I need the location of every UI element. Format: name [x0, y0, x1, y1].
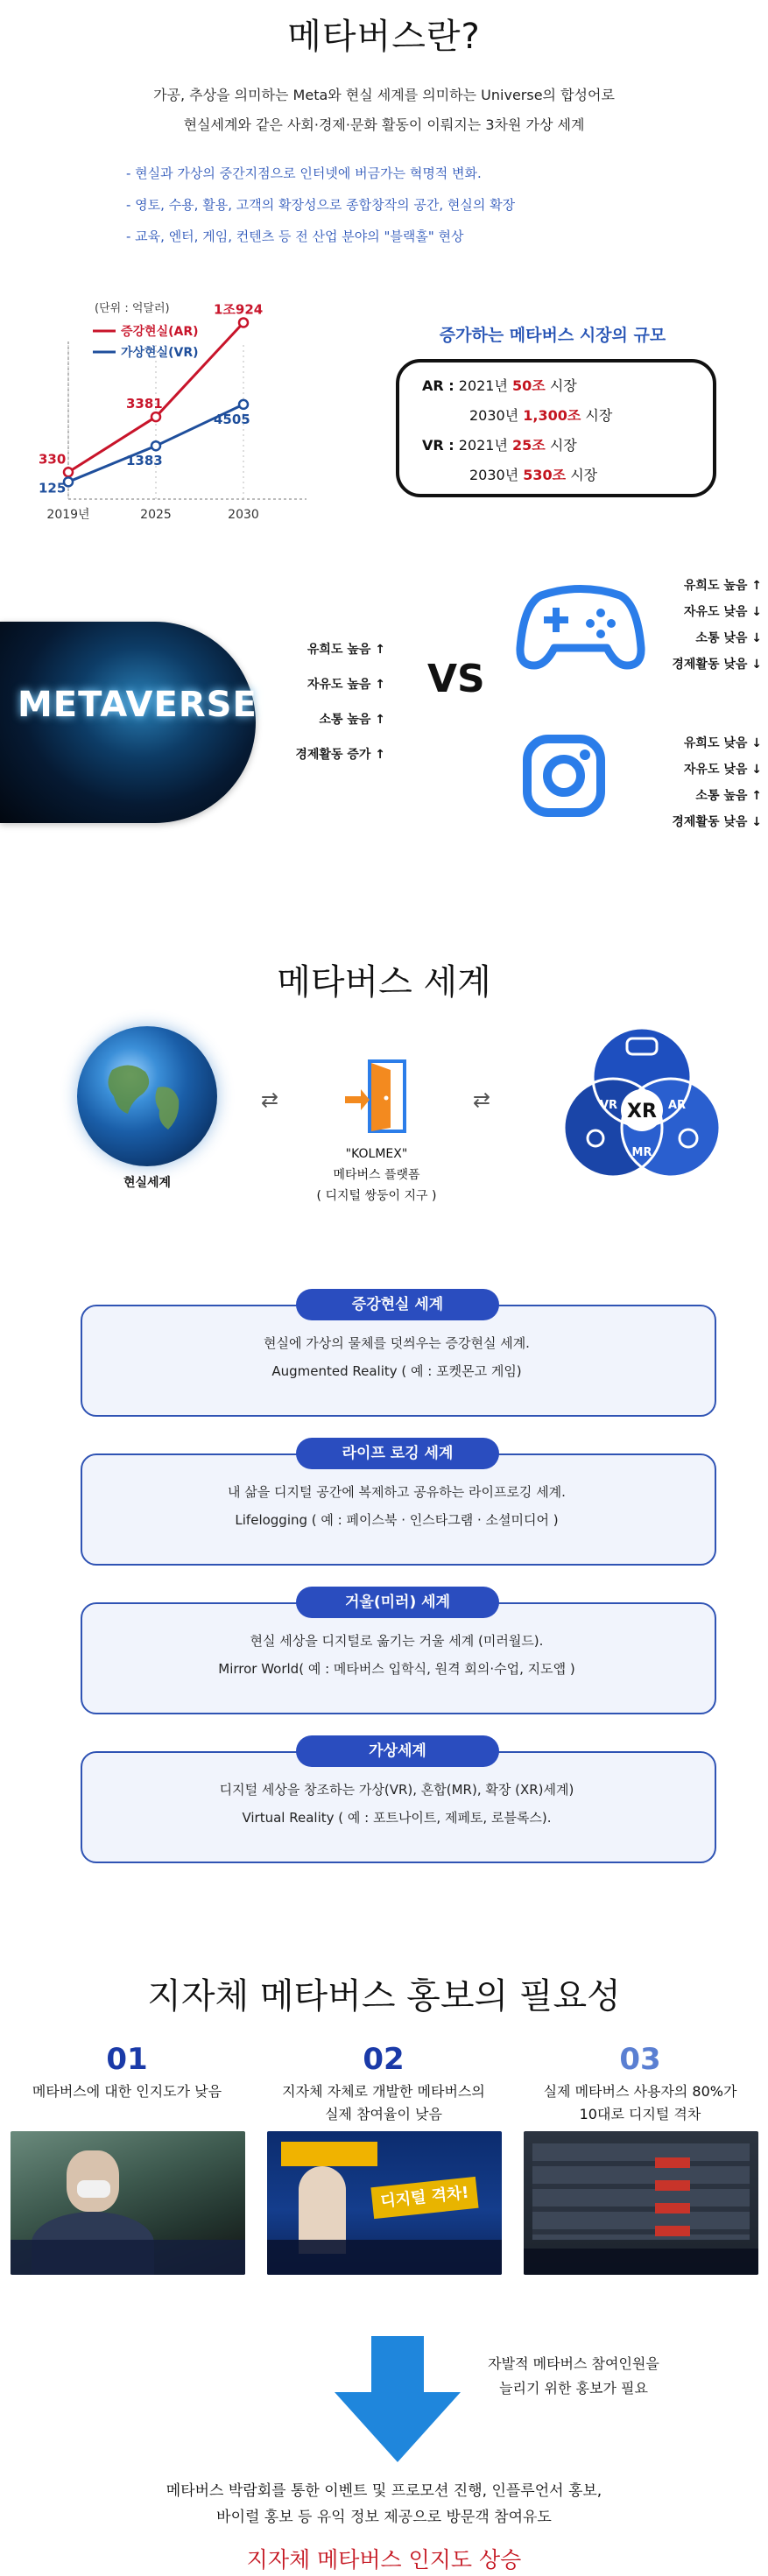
- chart-x-tick: 2025: [140, 508, 172, 522]
- world-card-title: 거울(미러) 세계: [296, 1587, 499, 1618]
- data-label: 1383: [126, 453, 163, 469]
- world-card-line: Augmented Reality ( 예 : 포켓몬고 게임): [271, 1363, 522, 1379]
- intro-line: 현실세계와 같은 사회·경제·문화 활동이 이뤄지는 3차원 가상 세계: [183, 116, 585, 133]
- world-card-text: [81, 1329, 713, 1385]
- market-row-label: AR :: [422, 377, 454, 394]
- reason-text: [0, 2080, 254, 2103]
- bullet-list: [126, 158, 515, 252]
- metaverse-label: METAVERSE: [18, 685, 257, 725]
- conclusion-text: 지자체 메타버스 인지도 상승: [246, 2547, 522, 2572]
- intro-line: 가공, 추상을 의미하는 Meta와 현실 세계를 의미하는 Universe의 합성어로: [153, 87, 615, 103]
- market-box: [396, 359, 716, 497]
- chart-x-tick: 2030: [228, 508, 259, 522]
- chart-unit-label: (단위 : 억달러): [95, 302, 170, 315]
- market-title: 증가하는 메타버스 시장의 규모: [439, 326, 666, 345]
- world-card-title: 증강현실 세계: [296, 1289, 499, 1320]
- data-point: [151, 412, 160, 421]
- highlight-cells: [655, 2157, 690, 2236]
- market-row-pre: 2021년: [458, 437, 513, 454]
- data-point: [64, 468, 73, 476]
- reason-number: 01: [106, 2042, 148, 2077]
- metaverse-traits: [263, 632, 385, 772]
- kolmex-label: [289, 1144, 464, 1207]
- world-card-line: 현실 세상을 디지털로 옮기는 거울 세계 (미러월드).: [250, 1633, 544, 1649]
- world-card-text: [81, 1627, 713, 1683]
- earth-label: 현실세계: [123, 1176, 172, 1190]
- bullet-item: - 교육, 엔터, 게임, 컨텐츠 등 전 산업 분야의 "블랙홀" 현상: [126, 229, 464, 244]
- market-row-amount: 25조: [512, 437, 546, 454]
- xr-part-label: VR: [599, 1099, 618, 1112]
- xr-venn-diagram: [560, 1024, 723, 1187]
- market-growth-chart: [35, 289, 368, 534]
- trait-item: 소통 낮음 ↓: [695, 631, 762, 645]
- reason-text: [513, 2080, 767, 2126]
- news-photo: [11, 2131, 245, 2275]
- world-card-line: 디지털 세상을 창조하는 가상(VR), 혼합(MR), 확장 (XR)세계): [219, 1782, 574, 1798]
- data-point: [151, 441, 160, 450]
- reason-line: 실제 메타버스 사용자의 80%가: [543, 2083, 737, 2100]
- reason-line: 메타버스에 대한 인지도가 낮음: [32, 2083, 222, 2100]
- continent-shapes: [77, 1026, 217, 1166]
- market-row: [469, 405, 612, 425]
- promotion-line: 메타버스 박람회를 통한 이벤트 및 프로모션 진행, 인플루언서 홍보,: [166, 2482, 602, 2500]
- world-card-title: 가상세계: [296, 1735, 499, 1767]
- door-icon: [345, 1058, 408, 1135]
- news-caption-bar: [524, 2249, 758, 2275]
- reason-line: 지자체 자체로 개발한 메타버스의: [282, 2083, 485, 2100]
- xr-part-label: AR: [667, 1099, 687, 1112]
- trait-item: 소통 높음 ↑: [695, 789, 762, 803]
- swap-arrow-icon: ⇄: [473, 1087, 491, 1112]
- data-label: 330: [39, 451, 67, 468]
- data-label: 3381: [126, 396, 163, 412]
- world-card-line: Mirror World( 예 : 메타버스 입학식, 원격 회의·수업, 지도앱 ): [218, 1661, 575, 1677]
- arrow-note-line: 자발적 메타버스 참여인원을: [488, 2355, 659, 2372]
- sns-traits: [639, 730, 762, 835]
- trait-item: 경제활동 낮음 ↓: [672, 658, 762, 672]
- page-title: 메타버스란?: [287, 17, 481, 57]
- market-row-post: 시장: [581, 407, 613, 424]
- reason-line: 10대로 디지털 격차: [579, 2106, 701, 2122]
- xr-part-label: MR: [631, 1146, 652, 1159]
- market-row-label: VR :: [422, 437, 454, 454]
- market-row-pre: 2021년: [458, 377, 513, 394]
- market-row-amount: 50조: [512, 377, 546, 394]
- arrow-note: [477, 2352, 670, 2401]
- game-traits: [639, 573, 762, 678]
- mask: [77, 2180, 110, 2198]
- market-row: [469, 464, 597, 484]
- promotion-line: 바이럴 홍보 등 유익 정보 제공으로 방문객 참여유도: [216, 2509, 552, 2526]
- kolmex-line: "KOLMEX": [345, 1147, 408, 1161]
- market-row-pre: 2030년: [469, 467, 524, 483]
- reason-text: [257, 2080, 511, 2126]
- world-card-text: [81, 1776, 713, 1832]
- market-row: [422, 434, 577, 454]
- market-row: [422, 375, 577, 395]
- data-label: 1조924: [214, 301, 264, 318]
- promotion-text: [0, 2478, 768, 2530]
- digital-gap-banner: 디지털 격차!: [370, 2177, 478, 2219]
- reason-number: 03: [619, 2042, 661, 2077]
- data-point: [239, 318, 248, 327]
- world-card-text: [81, 1478, 713, 1534]
- market-row-post: 시장: [545, 437, 577, 454]
- market-row-amount: 530조: [523, 467, 567, 483]
- market-row-amount: 1,300조: [523, 407, 581, 424]
- intro-text: [0, 81, 768, 140]
- kolmex-line: ( 디지털 쌍둥이 지구 ): [316, 1189, 437, 1203]
- news-caption-bar: [11, 2240, 245, 2275]
- xr-center-label: XR: [627, 1101, 657, 1123]
- arrow-note-line: 늘리기 위한 홍보가 필요: [499, 2380, 648, 2397]
- market-row-post: 시장: [566, 467, 598, 483]
- down-arrow-icon: [335, 2336, 461, 2462]
- trait-item: 자유도 낮음 ↓: [683, 763, 762, 777]
- section3-title: 지자체 메타버스 홍보의 필요성: [147, 1976, 621, 2016]
- world-card-title: 라이프 로깅 세계: [296, 1438, 499, 1469]
- bullet-item: - 영토, 수용, 활용, 고객의 확장성으로 종합창작의 공간, 현실의 확장: [126, 197, 516, 213]
- news-photo: [267, 2131, 502, 2275]
- news-caption-bar: [267, 2240, 502, 2275]
- news-graphic: [281, 2142, 377, 2166]
- bullet-item: - 현실과 가상의 중간지점으로 인터넷에 버금가는 혁명적 변화.: [126, 165, 482, 181]
- reason-line: 실제 참여율이 낮음: [325, 2106, 442, 2122]
- legend-vr-label: 가상현실(VR): [121, 346, 199, 360]
- world-card-line: Lifelogging ( 예 : 페이스북 · 인스타그램 · 소셜미디어 ): [235, 1512, 559, 1528]
- trait-item: 유희도 높음 ↑: [683, 579, 762, 593]
- world-card-line: Virtual Reality ( 예 : 포트나이트, 제페토, 로블록스).: [242, 1810, 552, 1826]
- trait-item: 자유도 낮음 ↓: [683, 605, 762, 619]
- world-card-line: 내 삶을 디지털 공간에 복제하고 공유하는 라이프로깅 세계.: [228, 1484, 566, 1500]
- trait-item: 경제활동 증가 ↑: [295, 748, 385, 762]
- world-card-line: 현실에 가상의 물체를 덧씌우는 증강현실 세계.: [264, 1335, 530, 1351]
- reason-number: 02: [363, 2042, 405, 2077]
- gamepad-icon: [515, 578, 646, 674]
- swap-arrow-icon: ⇄: [261, 1087, 279, 1112]
- market-row-pre: 2030년: [469, 407, 524, 424]
- trait-item: 소통 높음 ↑: [319, 713, 385, 727]
- news-photo: [524, 2131, 758, 2275]
- chart-x-tick: 2019년: [46, 508, 90, 522]
- survey-table: [532, 2143, 750, 2240]
- trait-item: 유희도 낮음 ↓: [683, 736, 762, 750]
- legend-ar-label: 증강현실(AR): [121, 325, 199, 339]
- vs-label: VS: [427, 657, 485, 701]
- trait-item: 자유도 높음 ↑: [306, 678, 385, 692]
- data-label: 125: [39, 480, 67, 496]
- data-point: [239, 400, 248, 409]
- market-row-post: 시장: [545, 377, 577, 394]
- earth-image: [77, 1026, 217, 1166]
- kolmex-line: 메타버스 플랫폼: [333, 1168, 420, 1182]
- trait-item: 경제활동 낮음 ↓: [672, 815, 762, 829]
- data-label: 4505: [214, 411, 250, 427]
- instagram-icon: [522, 734, 606, 818]
- trait-item: 유희도 높음 ↑: [306, 643, 385, 657]
- section2-title: 메타버스 세계: [277, 962, 491, 1003]
